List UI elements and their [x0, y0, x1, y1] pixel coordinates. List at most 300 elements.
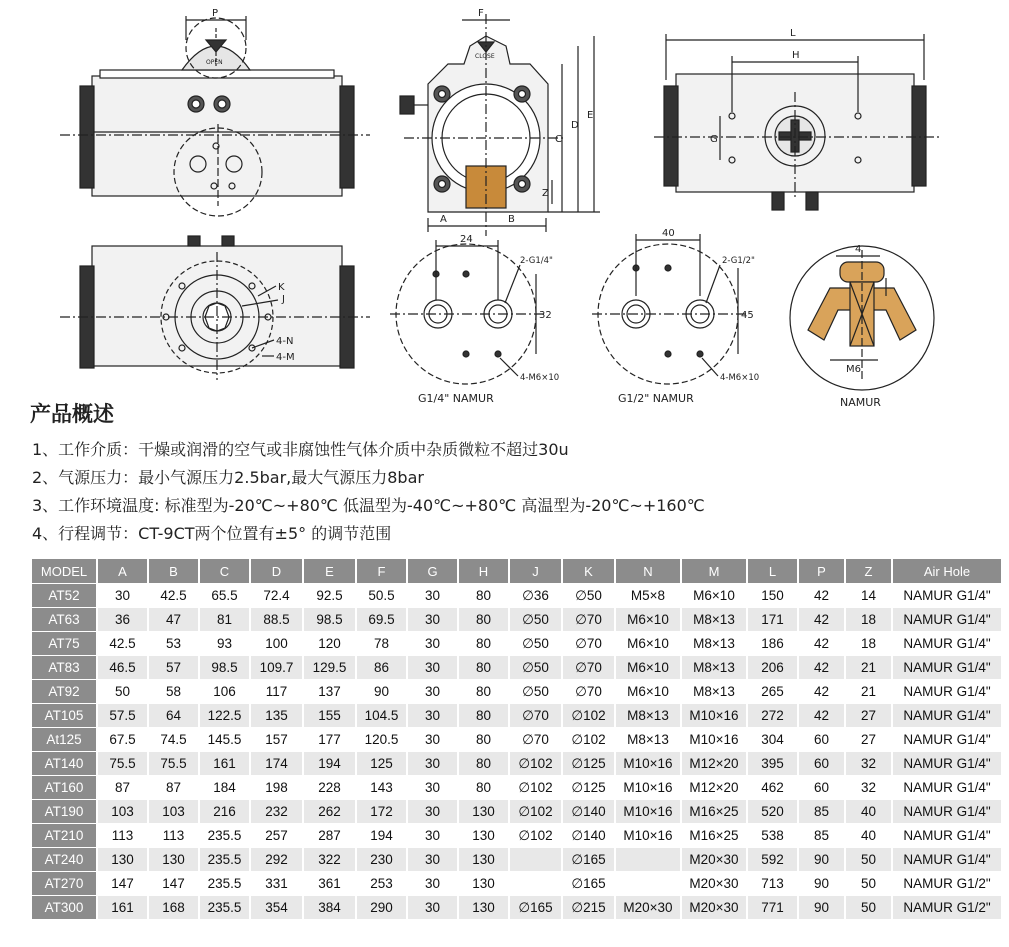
- table-cell: 64: [149, 704, 198, 727]
- table-cell: ∅165: [563, 872, 614, 895]
- table-cell: 80: [459, 680, 508, 703]
- table-cell: 186: [748, 632, 797, 655]
- feature-item: 4、行程调节：CT-9CT两个位置有±5° 的调节范围: [32, 524, 392, 543]
- table-cell: 520: [748, 800, 797, 823]
- table-cell: 30: [408, 632, 457, 655]
- table-cell: M20×30: [682, 848, 746, 871]
- thread-label-g12: 2-G1/2": [722, 256, 755, 266]
- table-cell: 161: [200, 752, 249, 775]
- table-cell: 30: [408, 824, 457, 847]
- table-cell: 155: [304, 704, 355, 727]
- table-cell: NAMUR G1/4": [893, 608, 1001, 631]
- table-cell: 113: [98, 824, 147, 847]
- table-cell: 50: [846, 872, 891, 895]
- table-cell: 36: [98, 608, 147, 631]
- model-cell: AT300: [32, 896, 96, 919]
- caption-g12-namur: G1/2" NAMUR: [618, 392, 694, 405]
- table-cell: 106: [200, 680, 249, 703]
- table-cell: 90: [799, 872, 844, 895]
- table-cell: 150: [748, 584, 797, 607]
- table-cell: ∅50: [563, 584, 614, 607]
- table-cell: 88.5: [251, 608, 302, 631]
- feature-item: 2、气源压力：最小气源压力2.5bar,最大气源压力8bar: [32, 468, 424, 487]
- table-cell: M8×13: [682, 632, 746, 655]
- table-cell: 30: [408, 776, 457, 799]
- table-cell: 98.5: [200, 656, 249, 679]
- table-cell: NAMUR G1/4": [893, 800, 1001, 823]
- table-cell: 103: [98, 800, 147, 823]
- open-label: OPEN: [206, 59, 223, 66]
- table-cell: 130: [459, 824, 508, 847]
- model-cell: AT83: [32, 656, 96, 679]
- table-cell: 80: [459, 632, 508, 655]
- dim-label-a: A: [440, 214, 447, 225]
- dim-label-p: P: [212, 8, 219, 19]
- table-cell: ∅70: [510, 728, 561, 751]
- table-cell: ∅70: [563, 656, 614, 679]
- column-header: M: [682, 559, 746, 583]
- column-header: G: [408, 559, 457, 583]
- table-cell: 331: [251, 872, 302, 895]
- table-cell: 592: [748, 848, 797, 871]
- table-cell: 80: [459, 608, 508, 631]
- table-cell: ∅165: [563, 848, 614, 871]
- thread-label-g14: 2-G1/4": [520, 256, 553, 266]
- column-header: Z: [846, 559, 891, 583]
- table-cell: ∅102: [510, 752, 561, 775]
- table-cell: 109.7: [251, 656, 302, 679]
- table-cell: M5×8: [616, 584, 680, 607]
- table-cell: 30: [408, 752, 457, 775]
- table-cell: 50: [98, 680, 147, 703]
- table-cell: 42: [799, 704, 844, 727]
- table-cell: ∅125: [563, 776, 614, 799]
- table-cell: M6×10: [616, 656, 680, 679]
- table-cell: 93: [200, 632, 249, 655]
- dim-label-l: L: [790, 28, 796, 39]
- table-cell: M10×16: [682, 704, 746, 727]
- table-cell: M10×16: [616, 752, 680, 775]
- actuator-bottom-view: [60, 236, 370, 380]
- table-cell: 75.5: [98, 752, 147, 775]
- table-cell: [510, 872, 561, 895]
- dim-label-4m: 4-M: [276, 352, 295, 363]
- table-cell: 42: [799, 632, 844, 655]
- table-cell: 42.5: [149, 584, 198, 607]
- table-cell: 462: [748, 776, 797, 799]
- table-cell: 32: [846, 776, 891, 799]
- column-header: L: [748, 559, 797, 583]
- table-cell: 18: [846, 632, 891, 655]
- table-cell: 292: [251, 848, 302, 871]
- table-cell: 130: [459, 848, 508, 871]
- table-cell: 117: [251, 680, 302, 703]
- table-cell: 135: [251, 704, 302, 727]
- table-row: [32, 704, 1001, 727]
- table-cell: 32: [846, 752, 891, 775]
- table-cell: 216: [200, 800, 249, 823]
- table-cell: ∅70: [510, 704, 561, 727]
- table-cell: 235.5: [200, 896, 249, 919]
- table-cell: M8×13: [682, 656, 746, 679]
- column-header: C: [200, 559, 249, 583]
- table-cell: ∅50: [510, 656, 561, 679]
- dim-label-j: J: [282, 294, 285, 305]
- table-row: [32, 728, 1001, 751]
- feature-item: 3、工作环境温度: 标准型为-20℃~+80℃ 低温型为-40℃~+80℃ 高温型为-20℃~+160℃: [32, 496, 705, 515]
- table-cell: 87: [98, 776, 147, 799]
- table-cell: 262: [304, 800, 355, 823]
- section-title: 产品概述: [30, 402, 114, 426]
- dim-label-45: 45: [741, 310, 754, 321]
- table-cell: M10×16: [616, 800, 680, 823]
- column-header: N: [616, 559, 680, 583]
- table-cell: 130: [459, 800, 508, 823]
- table-row: [32, 896, 1001, 919]
- model-cell: AT52: [32, 584, 96, 607]
- table-header-row: [32, 559, 1001, 583]
- model-cell: AT63: [32, 608, 96, 631]
- table-cell: 67.5: [98, 728, 147, 751]
- namur-shaft-section: [790, 246, 934, 390]
- table-row: [32, 656, 1001, 679]
- table-cell: 78: [357, 632, 406, 655]
- column-header: A: [98, 559, 147, 583]
- table-cell: 47: [149, 608, 198, 631]
- table-row: [32, 752, 1001, 775]
- table-cell: 57: [149, 656, 198, 679]
- table-cell: 157: [251, 728, 302, 751]
- table-cell: M6×10: [682, 584, 746, 607]
- table-cell: 228: [304, 776, 355, 799]
- table-cell: 538: [748, 824, 797, 847]
- table-cell: ∅165: [510, 896, 561, 919]
- table-cell: 92.5: [304, 584, 355, 607]
- table-cell: ∅102: [563, 704, 614, 727]
- table-cell: 230: [357, 848, 406, 871]
- table-cell: 14: [846, 584, 891, 607]
- table-cell: 21: [846, 680, 891, 703]
- table-cell: NAMUR G1/4": [893, 776, 1001, 799]
- table-cell: ∅70: [563, 680, 614, 703]
- model-cell: At125: [32, 728, 96, 751]
- table-cell: M12×20: [682, 776, 746, 799]
- table-cell: 100: [251, 632, 302, 655]
- table-cell: M20×30: [682, 896, 746, 919]
- table-row: [32, 800, 1001, 823]
- table-cell: ∅70: [563, 608, 614, 631]
- table-cell: 85: [799, 800, 844, 823]
- table-cell: M8×13: [616, 704, 680, 727]
- table-cell: 290: [357, 896, 406, 919]
- table-cell: ∅102: [510, 800, 561, 823]
- spec-table: [30, 558, 1003, 920]
- dim-label-m6: M6: [846, 364, 861, 375]
- table-cell: 58: [149, 680, 198, 703]
- table-cell: 42: [799, 584, 844, 607]
- table-cell: 198: [251, 776, 302, 799]
- table-cell: 60: [799, 752, 844, 775]
- table-cell: 174: [251, 752, 302, 775]
- table-cell: 194: [357, 824, 406, 847]
- table-cell: 361: [304, 872, 355, 895]
- dim-label-d: D: [571, 120, 579, 131]
- table-cell: 18: [846, 608, 891, 631]
- table-cell: NAMUR G1/4": [893, 728, 1001, 751]
- table-cell: 168: [149, 896, 198, 919]
- table-cell: 30: [408, 584, 457, 607]
- table-cell: M16×25: [682, 800, 746, 823]
- table-cell: ∅50: [510, 680, 561, 703]
- table-cell: NAMUR G1/4": [893, 584, 1001, 607]
- table-cell: M6×10: [616, 608, 680, 631]
- table-cell: 257: [251, 824, 302, 847]
- table-cell: 120.5: [357, 728, 406, 751]
- table-cell: ∅50: [510, 632, 561, 655]
- table-cell: 65.5: [200, 584, 249, 607]
- table-cell: 161: [98, 896, 147, 919]
- table-cell: 235.5: [200, 872, 249, 895]
- table-cell: NAMUR G1/4": [893, 752, 1001, 775]
- bolt-label-g14: 4-M6×10: [520, 373, 560, 383]
- table-cell: NAMUR G1/4": [893, 848, 1001, 871]
- model-cell: AT105: [32, 704, 96, 727]
- caption-g14-namur: G1/4" NAMUR: [418, 392, 494, 405]
- table-cell: ∅102: [510, 824, 561, 847]
- table-cell: 771: [748, 896, 797, 919]
- table-cell: 42: [799, 680, 844, 703]
- table-cell: 129.5: [304, 656, 355, 679]
- table-cell: 143: [357, 776, 406, 799]
- caption-namur: NAMUR: [840, 396, 881, 409]
- table-row: [32, 584, 1001, 607]
- table-cell: M6×10: [616, 632, 680, 655]
- dim-label-e: E: [587, 110, 594, 121]
- table-cell: 235.5: [200, 848, 249, 871]
- column-header: Air Hole: [893, 559, 1001, 583]
- table-cell: ∅125: [563, 752, 614, 775]
- table-cell: 120: [304, 632, 355, 655]
- table-cell: 113: [149, 824, 198, 847]
- table-cell: 265: [748, 680, 797, 703]
- table-cell: 137: [304, 680, 355, 703]
- table-cell: 30: [408, 680, 457, 703]
- table-cell: 30: [408, 848, 457, 871]
- table-cell: M8×13: [682, 608, 746, 631]
- table-cell: 98.5: [304, 608, 355, 631]
- dim-label-24: 24: [460, 234, 473, 245]
- column-header: B: [149, 559, 198, 583]
- feature-item: 1、工作介质：干燥或润滑的空气或非腐蚀性气体介质中杂质微粒不超过30u: [32, 440, 569, 459]
- column-header: MODEL: [32, 559, 96, 583]
- column-header: K: [563, 559, 614, 583]
- table-cell: 122.5: [200, 704, 249, 727]
- table-cell: M6×10: [616, 680, 680, 703]
- table-cell: ∅36: [510, 584, 561, 607]
- table-cell: 42: [799, 656, 844, 679]
- table-cell: 272: [748, 704, 797, 727]
- dim-label-g: G: [710, 134, 718, 145]
- actuator-front-view: [60, 16, 370, 216]
- close-label: CLOSE: [475, 53, 495, 60]
- table-cell: NAMUR G1/4": [893, 704, 1001, 727]
- column-header: F: [357, 559, 406, 583]
- model-cell: AT190: [32, 800, 96, 823]
- table-cell: M20×30: [682, 872, 746, 895]
- table-cell: M10×16: [682, 728, 746, 751]
- table-row: [32, 680, 1001, 703]
- table-cell: 42.5: [98, 632, 147, 655]
- dim-label-f: F: [478, 8, 484, 19]
- table-cell: 50.5: [357, 584, 406, 607]
- table-cell: 177: [304, 728, 355, 751]
- table-cell: 40: [846, 824, 891, 847]
- table-cell: 206: [748, 656, 797, 679]
- dim-label-h: H: [792, 50, 800, 61]
- table-cell: 30: [408, 704, 457, 727]
- table-cell: 46.5: [98, 656, 147, 679]
- table-row: [32, 848, 1001, 871]
- table-cell: 60: [799, 776, 844, 799]
- table-cell: NAMUR G1/4": [893, 656, 1001, 679]
- table-row: [32, 824, 1001, 847]
- table-cell: 171: [748, 608, 797, 631]
- dim-label-4n: 4-N: [276, 336, 294, 347]
- table-cell: 30: [408, 896, 457, 919]
- table-cell: 42: [799, 608, 844, 631]
- table-cell: 30: [408, 608, 457, 631]
- table-cell: 30: [408, 656, 457, 679]
- table-row: [32, 632, 1001, 655]
- table-cell: 194: [304, 752, 355, 775]
- table-cell: 172: [357, 800, 406, 823]
- table-cell: 130: [149, 848, 198, 871]
- table-cell: M8×13: [682, 680, 746, 703]
- table-cell: 713: [748, 872, 797, 895]
- table-cell: 147: [98, 872, 147, 895]
- table-cell: 75.5: [149, 752, 198, 775]
- table-cell: 30: [408, 872, 457, 895]
- model-cell: AT92: [32, 680, 96, 703]
- table-cell: 87: [149, 776, 198, 799]
- table-cell: 86: [357, 656, 406, 679]
- table-cell: 104.5: [357, 704, 406, 727]
- table-cell: NAMUR G1/4": [893, 632, 1001, 655]
- table-cell: 90: [357, 680, 406, 703]
- table-cell: 60: [799, 728, 844, 751]
- table-cell: 80: [459, 656, 508, 679]
- bolt-label-g12: 4-M6×10: [720, 373, 760, 383]
- table-cell: 235.5: [200, 824, 249, 847]
- table-row: [32, 776, 1001, 799]
- table-cell: 30: [98, 584, 147, 607]
- table-cell: [616, 848, 680, 871]
- dim-label-4: 4: [855, 244, 862, 255]
- table-cell: M8×13: [616, 728, 680, 751]
- actuator-side-view: [400, 14, 600, 236]
- table-cell: ∅102: [563, 728, 614, 751]
- table-cell: 395: [748, 752, 797, 775]
- table-cell: NAMUR G1/2": [893, 896, 1001, 919]
- table-cell: 27: [846, 728, 891, 751]
- model-cell: AT160: [32, 776, 96, 799]
- table-cell: 80: [459, 752, 508, 775]
- table-cell: ∅140: [563, 824, 614, 847]
- column-header: E: [304, 559, 355, 583]
- table-cell: 145.5: [200, 728, 249, 751]
- table-cell: NAMUR G1/4": [893, 824, 1001, 847]
- table-cell: 80: [459, 728, 508, 751]
- table-cell: 80: [459, 776, 508, 799]
- table-cell: [510, 848, 561, 871]
- table-cell: M10×16: [616, 776, 680, 799]
- table-cell: 30: [408, 728, 457, 751]
- table-cell: 50: [846, 896, 891, 919]
- table-cell: 384: [304, 896, 355, 919]
- table-cell: ∅70: [563, 632, 614, 655]
- feature-list: [32, 436, 992, 548]
- table-cell: 72.4: [251, 584, 302, 607]
- table-cell: 81: [200, 608, 249, 631]
- column-header: H: [459, 559, 508, 583]
- model-cell: AT240: [32, 848, 96, 871]
- table-cell: 74.5: [149, 728, 198, 751]
- table-cell: M16×25: [682, 824, 746, 847]
- table-cell: 232: [251, 800, 302, 823]
- table-cell: 253: [357, 872, 406, 895]
- technical-drawings: [0, 0, 1009, 410]
- dim-label-c: C: [555, 134, 562, 145]
- table-cell: 130: [459, 896, 508, 919]
- table-cell: 30: [408, 800, 457, 823]
- table-cell: [616, 872, 680, 895]
- model-cell: AT140: [32, 752, 96, 775]
- table-cell: 130: [98, 848, 147, 871]
- table-cell: NAMUR G1/2": [893, 872, 1001, 895]
- table-cell: 57.5: [98, 704, 147, 727]
- table-cell: 184: [200, 776, 249, 799]
- dim-label-k: K: [278, 282, 285, 293]
- table-cell: M12×20: [682, 752, 746, 775]
- table-cell: 80: [459, 584, 508, 607]
- table-cell: 53: [149, 632, 198, 655]
- column-header: P: [799, 559, 844, 583]
- table-row: [32, 872, 1001, 895]
- table-cell: NAMUR G1/4": [893, 680, 1001, 703]
- table-cell: 130: [459, 872, 508, 895]
- table-cell: 50: [846, 848, 891, 871]
- dim-label-z: Z: [542, 188, 549, 199]
- table-cell: 354: [251, 896, 302, 919]
- table-cell: 27: [846, 704, 891, 727]
- table-cell: 304: [748, 728, 797, 751]
- table-cell: 287: [304, 824, 355, 847]
- table-cell: 147: [149, 872, 198, 895]
- table-cell: ∅50: [510, 608, 561, 631]
- column-header: D: [251, 559, 302, 583]
- table-cell: 90: [799, 896, 844, 919]
- table-cell: 85: [799, 824, 844, 847]
- column-header: J: [510, 559, 561, 583]
- table-cell: ∅215: [563, 896, 614, 919]
- table-cell: 40: [846, 800, 891, 823]
- table-cell: 21: [846, 656, 891, 679]
- model-cell: AT270: [32, 872, 96, 895]
- dim-label-b: B: [508, 214, 515, 225]
- table-row: [32, 608, 1001, 631]
- model-cell: AT210: [32, 824, 96, 847]
- table-cell: 80: [459, 704, 508, 727]
